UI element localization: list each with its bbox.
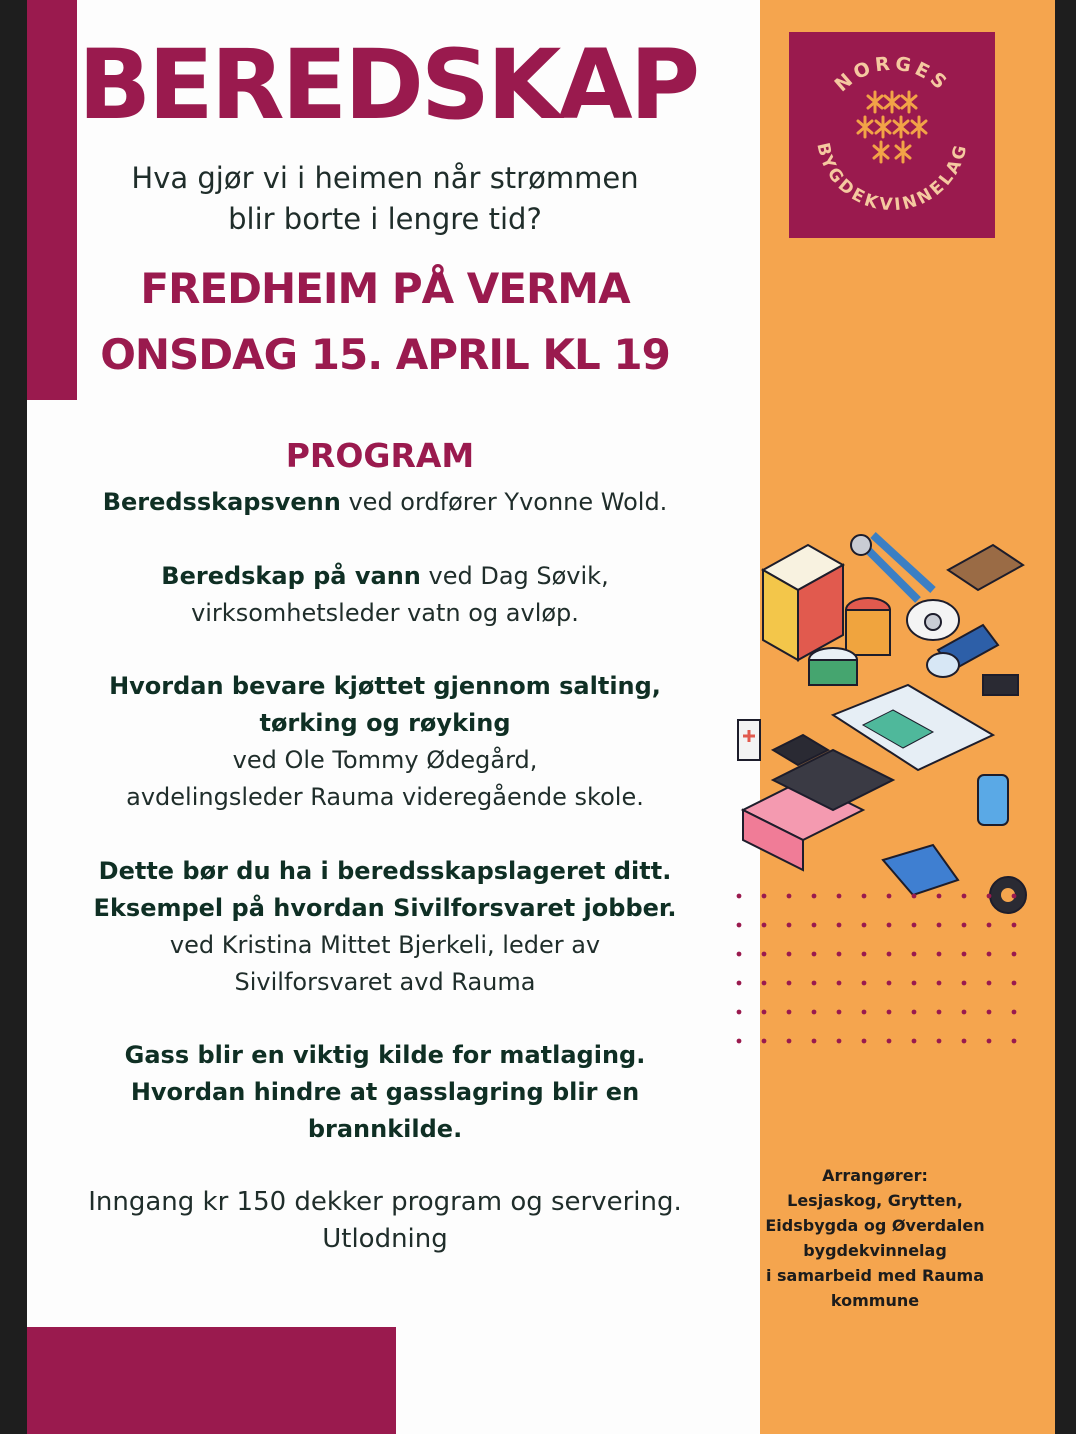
pliers-icon	[851, 535, 933, 600]
decorative-dot	[912, 1010, 917, 1015]
decorative-dot	[837, 923, 842, 928]
program-item-title: Eksempel på hvordan Sivilforsvaret jobber.	[93, 894, 677, 922]
logo-emblem	[789, 32, 995, 238]
decorative-dot	[887, 1039, 892, 1044]
logo-text-bottom: BYGDEKVINNELAG	[812, 140, 972, 216]
decorative-dot	[1012, 981, 1017, 986]
battery-icon	[983, 675, 1018, 695]
decorative-dot	[1012, 1010, 1017, 1015]
decorative-dot	[937, 981, 942, 986]
program-heading: PROGRAM	[285, 436, 475, 475]
logo-text-top: NORGES	[830, 52, 954, 97]
program-item-title: Beredsskapsvenn	[102, 488, 341, 516]
entry-price: Inngang kr 150 dekker program og servering.	[88, 1187, 682, 1217]
decorative-dot	[737, 1010, 742, 1015]
decorative-dot	[1012, 923, 1017, 928]
decorative-dot	[762, 894, 767, 899]
poster-subtitle	[80, 158, 690, 240]
decorative-dot	[862, 923, 867, 928]
decorative-dot	[762, 923, 767, 928]
organizers-line: Arrangører:	[822, 1166, 928, 1185]
decorative-dot	[837, 981, 842, 986]
decorative-bar-bottom	[27, 1327, 396, 1434]
decorative-dot	[887, 1010, 892, 1015]
decorative-dot	[962, 1039, 967, 1044]
decorative-dot	[912, 894, 917, 899]
organizers-info	[755, 1163, 995, 1313]
decorative-dot	[937, 1010, 942, 1015]
map-icon	[833, 685, 993, 770]
program-item-title: Hvordan hindre at gasslagring blir en	[130, 1078, 640, 1106]
decorative-dot	[787, 952, 792, 957]
decorative-dot	[987, 1010, 992, 1015]
decorative-dot	[812, 1039, 817, 1044]
event-date: ONSDAG 15. APRIL KL 19	[100, 330, 670, 379]
decorative-dot	[737, 923, 742, 928]
entry-info	[55, 1184, 715, 1258]
program-item-title: Dette bør du ha i beredsskapslageret ditt.	[98, 857, 672, 885]
decorative-dot	[862, 952, 867, 957]
organizers-line: bygdekvinnelag	[803, 1241, 947, 1260]
decorative-dot	[962, 1010, 967, 1015]
decorative-dot	[837, 894, 842, 899]
decorative-dot	[862, 981, 867, 986]
decorative-dot	[1012, 1039, 1017, 1044]
program-item-speaker-role: avdelingsleder Rauma videregående skole.	[126, 783, 644, 811]
decorative-dot	[812, 923, 817, 928]
can-icon	[809, 648, 857, 685]
decorative-dot	[762, 952, 767, 957]
first-aid-bottle-icon	[738, 720, 760, 760]
program-item-title: tørking og røyking	[259, 709, 511, 737]
decorative-dot	[937, 1039, 942, 1044]
subtitle-line: blir borte i lengre tid?	[228, 202, 542, 236]
emergency-supplies-illustration	[733, 510, 1028, 930]
decorative-dot	[787, 894, 792, 899]
program-item	[55, 853, 715, 1001]
food-box-icon	[763, 545, 843, 660]
decorative-dot	[887, 952, 892, 957]
organizers-line: i samarbeid med Rauma	[765, 1266, 985, 1285]
entry-raffle: Utlodning	[322, 1224, 448, 1254]
organizers-line: Eidsbygda og Øverdalen	[765, 1216, 985, 1235]
program-item-speaker: ved Ole Tommy Ødegård,	[232, 746, 538, 774]
dot-pattern	[733, 890, 1028, 1060]
program-item	[55, 1037, 715, 1148]
decorative-dot	[962, 894, 967, 899]
decorative-dot	[887, 981, 892, 986]
decorative-dot	[762, 1039, 767, 1044]
decorative-dot	[837, 1010, 842, 1015]
mask-icon	[907, 600, 959, 640]
decorative-dot	[812, 894, 817, 899]
wooden-board-icon	[948, 545, 1023, 590]
folded-clothes-icon	[743, 750, 893, 870]
decorative-dot	[737, 894, 742, 899]
event-place: FREDHEIM PÅ VERMA	[140, 264, 630, 313]
decorative-dot	[837, 1039, 842, 1044]
decorative-dot	[912, 952, 917, 957]
decorative-dot	[737, 952, 742, 957]
decorative-dot	[962, 923, 967, 928]
decorative-dot	[887, 894, 892, 899]
decorative-dot	[987, 923, 992, 928]
program-item-speaker-role: virksomhetsleder vatn og avløp.	[191, 599, 579, 627]
decorative-dot	[787, 1039, 792, 1044]
decorative-dot	[962, 981, 967, 986]
decorative-dot	[762, 1010, 767, 1015]
decorative-dot	[737, 1039, 742, 1044]
decorative-dot	[937, 923, 942, 928]
decorative-dot	[937, 952, 942, 957]
decorative-dot	[812, 1010, 817, 1015]
decorative-dot	[887, 923, 892, 928]
decorative-dot	[912, 923, 917, 928]
program-item-title: Hvordan bevare kjøttet gjennom salting,	[109, 672, 661, 700]
poster-title: BEREDSKAP	[77, 29, 698, 141]
program-item-speaker: ved Kristina Mittet Bjerkeli, leder av	[169, 931, 601, 959]
decorative-dot	[837, 952, 842, 957]
decorative-dot	[787, 1010, 792, 1015]
decorative-dot	[937, 894, 942, 899]
decorative-dot	[787, 981, 792, 986]
decorative-dot	[987, 894, 992, 899]
program-item-speaker: ved Dag Søvik,	[420, 562, 609, 590]
program-item-speaker: ved ordfører Yvonne Wold.	[340, 488, 668, 516]
decorative-dot	[812, 952, 817, 957]
decorative-dot	[912, 981, 917, 986]
decorative-dot	[1012, 894, 1017, 899]
decorative-dot	[812, 981, 817, 986]
program-item	[55, 484, 715, 521]
decorative-dot	[787, 923, 792, 928]
program-item-title: Beredskap på vann	[161, 562, 421, 590]
nine-figures-icon	[858, 92, 926, 162]
jar-icon	[846, 598, 890, 655]
decorative-dot	[912, 1039, 917, 1044]
decorative-dot	[962, 952, 967, 957]
program-item-title: Gass blir en viktig kilde for matlaging.	[124, 1041, 646, 1069]
subtitle-line: Hva gjør vi i heimen når strømmen	[131, 161, 639, 195]
organizers-line: kommune	[830, 1291, 920, 1310]
decorative-dot	[987, 981, 992, 986]
gloves-icon	[883, 845, 958, 895]
decorative-dot	[862, 1039, 867, 1044]
program-item	[55, 668, 715, 816]
norges-bygdekvinnelag-logo	[789, 32, 995, 238]
decorative-dot	[737, 981, 742, 986]
organizers-line: Lesjaskog, Grytten,	[787, 1191, 963, 1210]
program-item-title: brannkilde.	[307, 1115, 463, 1143]
decorative-dot	[862, 1010, 867, 1015]
decorative-dot	[987, 952, 992, 957]
program-item	[55, 558, 715, 632]
sanitizer-bottle-icon	[978, 775, 1008, 825]
decorative-dot	[862, 894, 867, 899]
decorative-dot	[1012, 952, 1017, 957]
program-item-speaker-role: Sivilforsvaret avd Rauma	[234, 968, 536, 996]
decorative-dot	[987, 1039, 992, 1044]
decorative-dot	[762, 981, 767, 986]
